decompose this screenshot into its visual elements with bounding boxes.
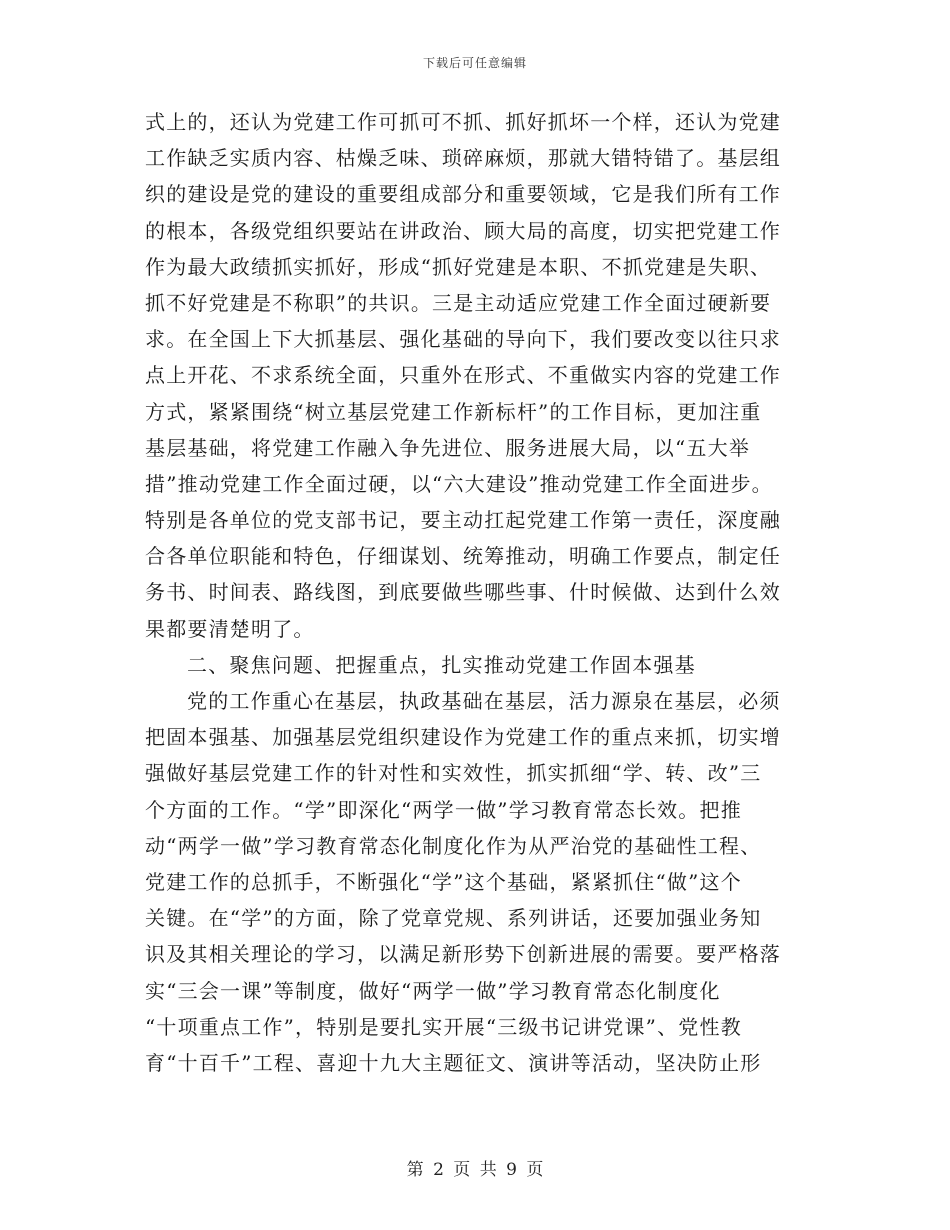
document-body (145, 104, 810, 1081)
text-line: 果都要清楚明了。 (145, 616, 315, 641)
page-number: 第 2 页 共 9 页 (406, 1160, 544, 1180)
text-line: 育“十百千”工程、喜迎十九大主题征文、演讲等活动，坚决防止形 (145, 1050, 762, 1075)
text-line: 动“两学一做”学习教育常态化制度化作为从严治党的基础性工程、 (145, 833, 762, 858)
text-line: 式上的，还认为党建工作可抓可不抓、抓好抓坏一个样，还认为党建 (145, 110, 781, 134)
text-line: 措”推动党建工作全面过硬，以“六大建设”推动党建工作全面进步。 (145, 471, 773, 496)
text-line: 个方面的工作。“学”即深化“两学一做”学习教育常态长效。把推 (145, 797, 742, 822)
text-line: 基层基础，将党建工作融入争先进位、服务进展大局，以“五大举 (145, 435, 751, 460)
text-line: 特别是各单位的党支部书记，要主动扛起党建工作第一责任，深度融 (145, 508, 781, 533)
text-line: 党的工作重心在基层，执政基础在基层，活力源泉在基层，必须 (187, 689, 781, 713)
text-line: 工作缺乏实质内容、枯燥乏味、琐碎麻烦，那就大错特错了。基层组 (145, 146, 781, 171)
text-line: 识及其相关理论的学习，以满足新形势下创新进展的需要。要严格落 (145, 942, 781, 967)
text-line: 点上开花、不求系统全面，只重外在形式、不重做实内容的党建工作 (145, 363, 781, 388)
text-line: “十项重点工作”，特别是要扎实开展“三级书记讲党课”、党性教 (145, 1014, 742, 1039)
text-line: 合各单位职能和特色，仔细谋划、统筹推动，明确工作要点，制定任 (145, 544, 781, 569)
text-line: 务书、时间表、路线图，到底要做些哪些事、什时候做、达到什么效 (145, 580, 781, 605)
text-line: 强做好基层党建工作的针对性和实效性，抓实抓细“学、转、改”三 (145, 761, 762, 786)
text-line: 方式，紧紧围绕“树立基层党建工作新标杆”的工作目标，更加注重 (145, 399, 762, 424)
text-line: 关键。在“学”的方面，除了党章党规、系列讲话，还要加强业务知 (145, 906, 762, 931)
text-line: 抓不好党建是不称职”的共识。三是主动适应党建工作全面过硬新要 (145, 290, 772, 315)
page-header: 下载后可任意编辑 (422, 56, 527, 70)
text-line: 织的建设是党的建设的重要组成部分和重要领域，它是我们所有工作 (145, 182, 781, 207)
text-line: 作为最大政绩抓实抓好，形成“抓好党建是本职、不抓党建是失职、 (145, 254, 772, 279)
text-line: 求。在全国上下大抓基层、强化基础的导向下，我们要改变以往只求 (145, 327, 781, 352)
text-line: 把固本强基、加强基层党组织建设作为党建工作的重点来抓，切实增 (145, 725, 781, 750)
section-heading: 二、聚焦问题、把握重点，扎实推动党建工作固本强基 (187, 652, 696, 677)
text-line: 的根本，各级党组织要站在讲政治、顾大局的高度，切实把党建工作 (145, 218, 781, 243)
text-line: 实“三会一课”等制度，做好“两学一做”学习教育常态化制度化 (145, 978, 721, 1003)
text-line: 党建工作的总抓手，不断强化“学”这个基础，紧紧抓住“做”这个 (145, 869, 742, 894)
